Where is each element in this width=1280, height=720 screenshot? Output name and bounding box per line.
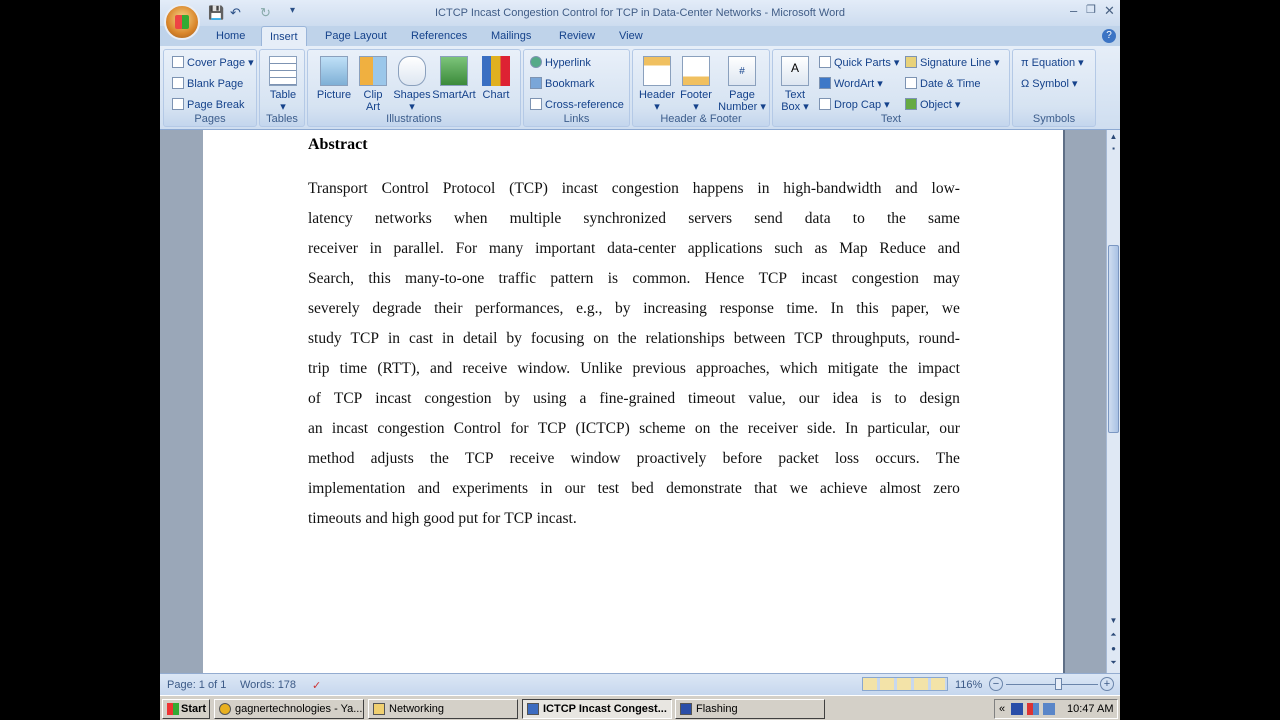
footer-icon	[682, 56, 710, 86]
redo-icon[interactable]: ↻	[260, 5, 271, 20]
view-buttons[interactable]	[862, 677, 948, 691]
shapes-icon	[398, 56, 426, 86]
word: in	[757, 180, 770, 197]
word: many-to-one	[405, 270, 485, 287]
word: Reduce	[879, 240, 926, 257]
zoom-level[interactable]: 116%	[955, 679, 983, 691]
tab-mailings[interactable]: Mailings	[491, 30, 532, 42]
text-line	[308, 327, 960, 357]
text-line	[308, 177, 960, 207]
page-break-button[interactable]: Page Break	[172, 98, 244, 111]
page-break-icon	[172, 98, 184, 110]
object-button[interactable]: Object ▾	[905, 98, 960, 111]
proofing-icon[interactable]: ✓	[312, 680, 322, 692]
ribbon	[160, 46, 1120, 130]
network-icon[interactable]	[1043, 703, 1055, 715]
word: severely	[308, 300, 360, 317]
word: demonstrate	[666, 480, 742, 497]
text-line	[308, 237, 960, 267]
word: congestion	[611, 180, 679, 197]
abstract-body	[308, 177, 960, 537]
word: servers	[688, 210, 733, 227]
word: relationships	[645, 330, 725, 347]
word: their	[434, 300, 463, 317]
tab-insert[interactable]: Insert	[261, 26, 307, 48]
word: window.	[517, 360, 571, 377]
word: for	[510, 420, 529, 437]
word: on	[593, 330, 609, 347]
word: an	[308, 420, 323, 437]
word: performances,	[475, 300, 564, 317]
group-text	[772, 49, 1010, 127]
document-page[interactable]	[203, 130, 1065, 673]
undo-icon[interactable]: ↶	[230, 5, 241, 20]
blank-page-button[interactable]: Blank Page	[172, 77, 243, 90]
word: networks	[374, 210, 432, 227]
picture-button[interactable]: Picture	[314, 56, 354, 101]
word: TCP	[350, 330, 379, 347]
word: Control	[381, 180, 429, 197]
scroll-up-icon[interactable]: ▲	[1109, 132, 1118, 141]
word: response	[719, 300, 774, 317]
word: happens	[692, 180, 744, 197]
zoom-slider-thumb[interactable]	[1055, 678, 1062, 690]
word: e.g.,	[576, 300, 603, 317]
word: For	[455, 240, 478, 257]
word: as	[814, 240, 828, 257]
word: this	[856, 300, 879, 317]
cross-reference-icon	[530, 98, 542, 110]
word: the	[719, 420, 739, 437]
word: Hence	[704, 270, 745, 287]
start-button[interactable]: Start	[162, 699, 210, 719]
help-icon[interactable]: ?	[1102, 29, 1116, 43]
word: same	[928, 210, 960, 227]
word: in	[540, 480, 553, 497]
word: using	[532, 390, 567, 407]
group-links	[523, 49, 630, 127]
word: The	[935, 450, 960, 467]
text-line	[308, 417, 960, 447]
equation-button[interactable]: π Equation ▾	[1021, 57, 1084, 69]
word: incast	[331, 420, 369, 437]
word: is	[607, 270, 619, 287]
signature-line-button[interactable]: Signature Line ▾	[905, 56, 1000, 69]
word: our	[798, 390, 820, 407]
quick-parts-button[interactable]: Quick Parts ▾	[819, 56, 899, 69]
text-line	[308, 207, 960, 237]
signature-line-icon	[905, 56, 917, 68]
word: proactively	[636, 450, 707, 467]
smartart-button[interactable]: SmartArt	[432, 56, 476, 101]
word: fine-grained	[599, 390, 676, 407]
customize-qat-icon[interactable]: ▾	[290, 5, 296, 16]
word: data-center	[607, 240, 676, 257]
word: such	[774, 240, 803, 257]
shapes-button[interactable]: Shapes ▾	[392, 56, 432, 113]
wordart-button[interactable]: WordArt ▾	[819, 77, 883, 90]
calendar-icon	[905, 77, 917, 89]
word: particular,	[867, 420, 930, 437]
word: multiple	[509, 210, 562, 227]
word: between	[733, 330, 786, 347]
word: many	[488, 240, 524, 257]
word: the	[888, 360, 908, 377]
chart-button[interactable]: Chart	[478, 56, 514, 101]
next-page-icon[interactable]: ⏷	[1110, 658, 1117, 667]
word: receive	[462, 360, 508, 377]
word: pattern	[550, 270, 594, 287]
title-bar	[160, 0, 1120, 26]
app-icon	[680, 703, 692, 715]
word: applications	[687, 240, 763, 257]
word: may	[933, 270, 960, 287]
text-line	[308, 387, 960, 417]
chrome-icon	[219, 703, 231, 715]
word: previous	[632, 360, 686, 377]
word: achieve	[820, 480, 868, 497]
word: Control	[453, 420, 502, 437]
bookmark-icon	[530, 77, 542, 89]
word: paper,	[891, 300, 930, 317]
minimize-button[interactable]: –	[1070, 3, 1078, 18]
word: incast	[801, 270, 838, 287]
window-title: ICTCP Incast Congestion Control for TCP in Data-Center Networks - Microsoft Word	[435, 7, 845, 19]
word: latency	[308, 210, 353, 227]
tab-references[interactable]: References	[411, 30, 468, 42]
drop-cap-icon	[819, 98, 831, 110]
word: loss	[834, 450, 860, 467]
clip-art-button[interactable]: Clip Art	[358, 56, 388, 113]
word-window	[160, 0, 1120, 720]
group-label: Links	[563, 113, 590, 125]
taskbar-item-networking[interactable]: Networking	[368, 699, 518, 719]
word: TCP	[465, 450, 494, 467]
wordart-icon	[819, 77, 831, 89]
taskbar-item-chrome[interactable]: gagnertechnologies - Ya...	[214, 699, 364, 719]
drop-cap-button[interactable]: Drop Cap ▾	[819, 98, 890, 111]
word: a	[579, 390, 587, 407]
table-icon	[269, 56, 297, 86]
word: adjusts	[370, 450, 414, 467]
word: by	[506, 330, 522, 347]
taskbar-item-word[interactable]: ICTCP Incast Congest...	[522, 699, 672, 719]
group-label: Illustrations	[386, 113, 442, 125]
header-icon	[643, 56, 671, 86]
abstract-heading: Abstract	[308, 136, 368, 153]
word: in	[442, 330, 455, 347]
word: Transport	[308, 180, 368, 197]
word: low-	[931, 180, 960, 197]
hyperlink-icon	[530, 56, 542, 68]
cross-reference-button[interactable]: Cross-reference	[530, 98, 624, 111]
word: parallel.	[393, 240, 444, 257]
tab-home[interactable]: Home	[216, 30, 246, 42]
word: Protocol	[442, 180, 496, 197]
page-count[interactable]: Page: 1 of 1	[167, 679, 227, 691]
object-icon	[905, 98, 917, 110]
hyperlink-button[interactable]: Hyperlink	[530, 56, 591, 69]
word: In	[830, 300, 844, 317]
word: cast	[408, 330, 434, 347]
word: for	[482, 510, 501, 527]
word: packet	[778, 450, 819, 467]
word: data	[804, 210, 831, 227]
text-line	[308, 357, 960, 387]
tray-app-icon[interactable]	[1011, 703, 1023, 715]
word: to	[894, 390, 907, 407]
close-button[interactable]: ✕	[1104, 3, 1115, 18]
word: Map	[839, 240, 868, 257]
word: method	[308, 450, 355, 467]
word: of	[308, 390, 321, 407]
word-count[interactable]: Words: 178	[240, 679, 297, 691]
ribbon-tabs	[160, 26, 1120, 47]
header-button[interactable]: Header ▾	[637, 56, 677, 113]
picture-icon	[320, 56, 348, 86]
group-label: Symbols	[1032, 113, 1076, 125]
word: before	[722, 450, 763, 467]
folder-icon	[373, 703, 385, 715]
word: high	[391, 510, 420, 527]
cover-page-icon	[172, 56, 184, 68]
document-area	[160, 130, 1106, 673]
word: on	[694, 420, 711, 437]
group-header-footer	[632, 49, 770, 127]
tray-expand-icon[interactable]: «	[999, 703, 1006, 715]
text-line	[308, 477, 960, 507]
word: TCP	[794, 330, 823, 347]
word: our	[564, 480, 586, 497]
group-illustrations	[307, 49, 521, 127]
word: incast	[561, 180, 598, 197]
word: that	[754, 480, 778, 497]
word: by	[504, 390, 520, 407]
quick-parts-icon	[819, 56, 831, 68]
word: common.	[632, 270, 691, 287]
symbol-button[interactable]: Ω Symbol ▾	[1021, 78, 1078, 90]
group-symbols	[1012, 49, 1096, 127]
bookmark-button[interactable]: Bookmark	[530, 77, 595, 90]
word: approaches,	[696, 360, 770, 377]
footer-button[interactable]: Footer ▾	[677, 56, 715, 113]
word: (ICTCP)	[575, 420, 630, 437]
word: to	[852, 210, 865, 227]
text-line	[308, 297, 960, 327]
vertical-scrollbar[interactable]	[1106, 130, 1120, 673]
system-tray	[994, 699, 1118, 719]
word-icon	[527, 703, 539, 715]
blank-page-icon	[172, 77, 184, 89]
word: design	[919, 390, 960, 407]
taskbar-item-flashing[interactable]: Flashing	[675, 699, 825, 719]
browse-object-icon[interactable]: ●	[1111, 644, 1116, 653]
word: value,	[748, 390, 786, 407]
word: receiver	[308, 240, 358, 257]
word: degrade	[372, 300, 422, 317]
word: the	[617, 330, 637, 347]
word: the	[429, 450, 449, 467]
group-label: Pages	[194, 113, 226, 125]
ruler-toggle-icon[interactable]: ▪	[1112, 144, 1115, 153]
word: incast.	[536, 510, 577, 527]
zoom-slider[interactable]	[1006, 684, 1098, 685]
save-icon[interactable]: 💾	[208, 5, 225, 20]
word: congestion	[377, 420, 445, 437]
tab-review[interactable]: Review	[559, 30, 596, 42]
word: In	[845, 420, 859, 437]
text-line	[308, 447, 960, 477]
group-label: Text	[880, 113, 902, 125]
text-line	[308, 267, 960, 297]
word: this	[368, 270, 391, 287]
windows-logo-icon	[167, 703, 179, 715]
word: important	[535, 240, 596, 257]
table-button[interactable]: Table ▾	[268, 56, 298, 113]
word: window	[570, 450, 621, 467]
word: detail	[463, 330, 498, 347]
word: traffic	[498, 270, 537, 287]
group-pages	[163, 49, 257, 127]
text-box-button[interactable]: A Text Box ▾	[777, 56, 813, 113]
word: almost	[879, 480, 921, 497]
word: in	[387, 330, 400, 347]
word: synchronized	[583, 210, 667, 227]
scroll-down-icon[interactable]: ▼	[1109, 616, 1118, 625]
word: (RTT),	[377, 360, 420, 377]
word: study	[308, 330, 342, 347]
word: (TCP)	[509, 180, 548, 197]
word: receiver	[747, 420, 798, 437]
word: throughputs,	[831, 330, 910, 347]
text-box-icon: A	[781, 56, 809, 86]
word: round-	[918, 330, 960, 347]
word: mitigate	[827, 360, 879, 377]
group-tables	[259, 49, 305, 127]
word: experiments	[452, 480, 529, 497]
word: test	[597, 480, 620, 497]
status-bar	[160, 673, 1120, 695]
word: and	[417, 480, 440, 497]
word: TCP	[333, 390, 363, 407]
word: TCP	[537, 420, 567, 437]
word: our	[939, 420, 960, 437]
word: congestion	[424, 390, 492, 407]
word: zero	[933, 480, 960, 497]
word: time.	[786, 300, 818, 317]
chart-icon	[482, 56, 510, 86]
word: Search,	[308, 270, 355, 287]
group-label: Header & Footer	[660, 113, 742, 125]
word: we	[789, 480, 808, 497]
word: bed	[631, 480, 654, 497]
word: TCP	[504, 510, 533, 527]
word: increasing	[643, 300, 707, 317]
word: send	[754, 210, 783, 227]
word: the	[886, 210, 906, 227]
word: and	[365, 510, 388, 527]
word: we	[941, 300, 960, 317]
scroll-thumb[interactable]	[1108, 245, 1119, 433]
word: trip	[308, 360, 330, 377]
word: Unlike	[580, 360, 623, 377]
tray-security-icon[interactable]	[1027, 703, 1039, 715]
zoom-out-icon[interactable]: −	[989, 677, 1003, 691]
office-button[interactable]	[164, 4, 200, 40]
word: and	[429, 360, 453, 377]
tab-view[interactable]: View	[619, 30, 643, 42]
maximize-button[interactable]: ❐	[1086, 4, 1096, 16]
word: congestion	[851, 270, 919, 287]
text-line	[308, 507, 960, 537]
word: incast	[375, 390, 412, 407]
clock[interactable]: 10:47 AM	[1067, 703, 1114, 715]
group-label: Tables	[266, 113, 298, 125]
word: side.	[807, 420, 836, 437]
word: time	[339, 360, 368, 377]
word: focusing	[530, 330, 585, 347]
smartart-icon	[440, 56, 468, 86]
word: occurs.	[875, 450, 920, 467]
page-number-button[interactable]: # Page Number ▾	[717, 56, 767, 113]
word: when	[453, 210, 488, 227]
word: is	[871, 390, 882, 407]
zoom-in-icon[interactable]: +	[1100, 677, 1114, 691]
word: high-bandwidth	[783, 180, 882, 197]
word: put	[458, 510, 479, 527]
page-number-icon: #	[728, 56, 756, 86]
word: TCP	[758, 270, 788, 287]
word: in	[369, 240, 382, 257]
date-time-button[interactable]: Date & Time	[905, 77, 981, 90]
word: idea	[832, 390, 859, 407]
taskbar	[160, 695, 1120, 720]
word: impact	[917, 360, 960, 377]
word: timeouts	[308, 510, 362, 527]
cover-page-button[interactable]: Cover Page ▾	[172, 56, 254, 69]
office-logo-icon	[175, 15, 189, 29]
tab-page-layout[interactable]: Page Layout	[325, 30, 387, 42]
word: implementation	[308, 480, 406, 497]
word: and	[895, 180, 918, 197]
word: and	[937, 240, 960, 257]
word: scheme	[639, 420, 686, 437]
clip-art-icon	[359, 56, 387, 86]
previous-page-icon[interactable]: ⏶	[1110, 630, 1117, 639]
word: by	[615, 300, 631, 317]
word: timeout	[688, 390, 736, 407]
word: which	[779, 360, 818, 377]
word: receive	[509, 450, 555, 467]
word: good	[423, 510, 455, 527]
